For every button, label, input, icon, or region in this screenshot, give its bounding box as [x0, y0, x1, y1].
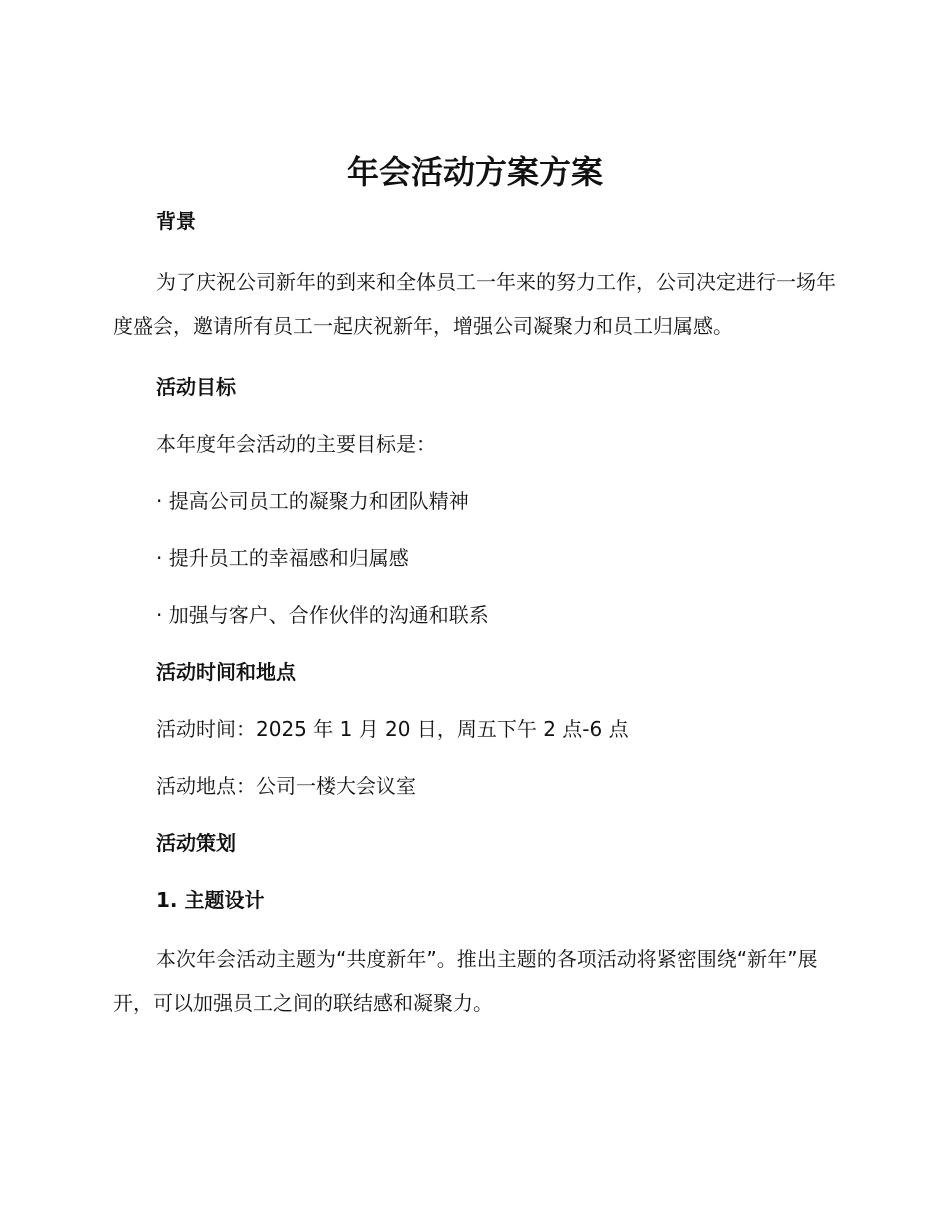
section-heading-background: 背景: [156, 209, 196, 233]
subsection-heading-theme: 1. 主题设计: [156, 888, 265, 912]
goals-intro: 本年度年会活动的主要目标是：: [156, 432, 436, 456]
document-title: 年会活动方案方案: [346, 153, 603, 191]
goal-item: · 加强与客户、合作伙伴的沟通和联系: [156, 603, 489, 627]
goal-item: · 提升员工的幸福感和归属感: [156, 546, 409, 570]
section-heading-time-place: 活动时间和地点: [156, 660, 296, 684]
section-heading-goals: 活动目标: [156, 375, 236, 399]
event-place: 活动地点：公司一楼大会议室: [156, 774, 416, 798]
event-time: 活动时间：2025 年 1 月 20 日，周五下午 2 点-6 点: [156, 717, 629, 741]
theme-paragraph: 本次年会活动主题为“共度新年”。推出主题的各项活动将紧密围绕“新年”展开，可以加强员工之间的联结感和凝聚力。: [113, 947, 818, 1015]
section-heading-planning: 活动策划: [156, 831, 236, 855]
document-body: [113, 201, 838, 1025]
goal-item: · 提高公司员工的凝聚力和团队精神: [156, 489, 469, 513]
background-paragraph: 为了庆祝公司新年的到来和全体员工一年来的努力工作，公司决定进行一场年度盛会，邀请所有员工一起庆祝新年，增强公司凝聚力和员工归属感。: [113, 270, 836, 338]
